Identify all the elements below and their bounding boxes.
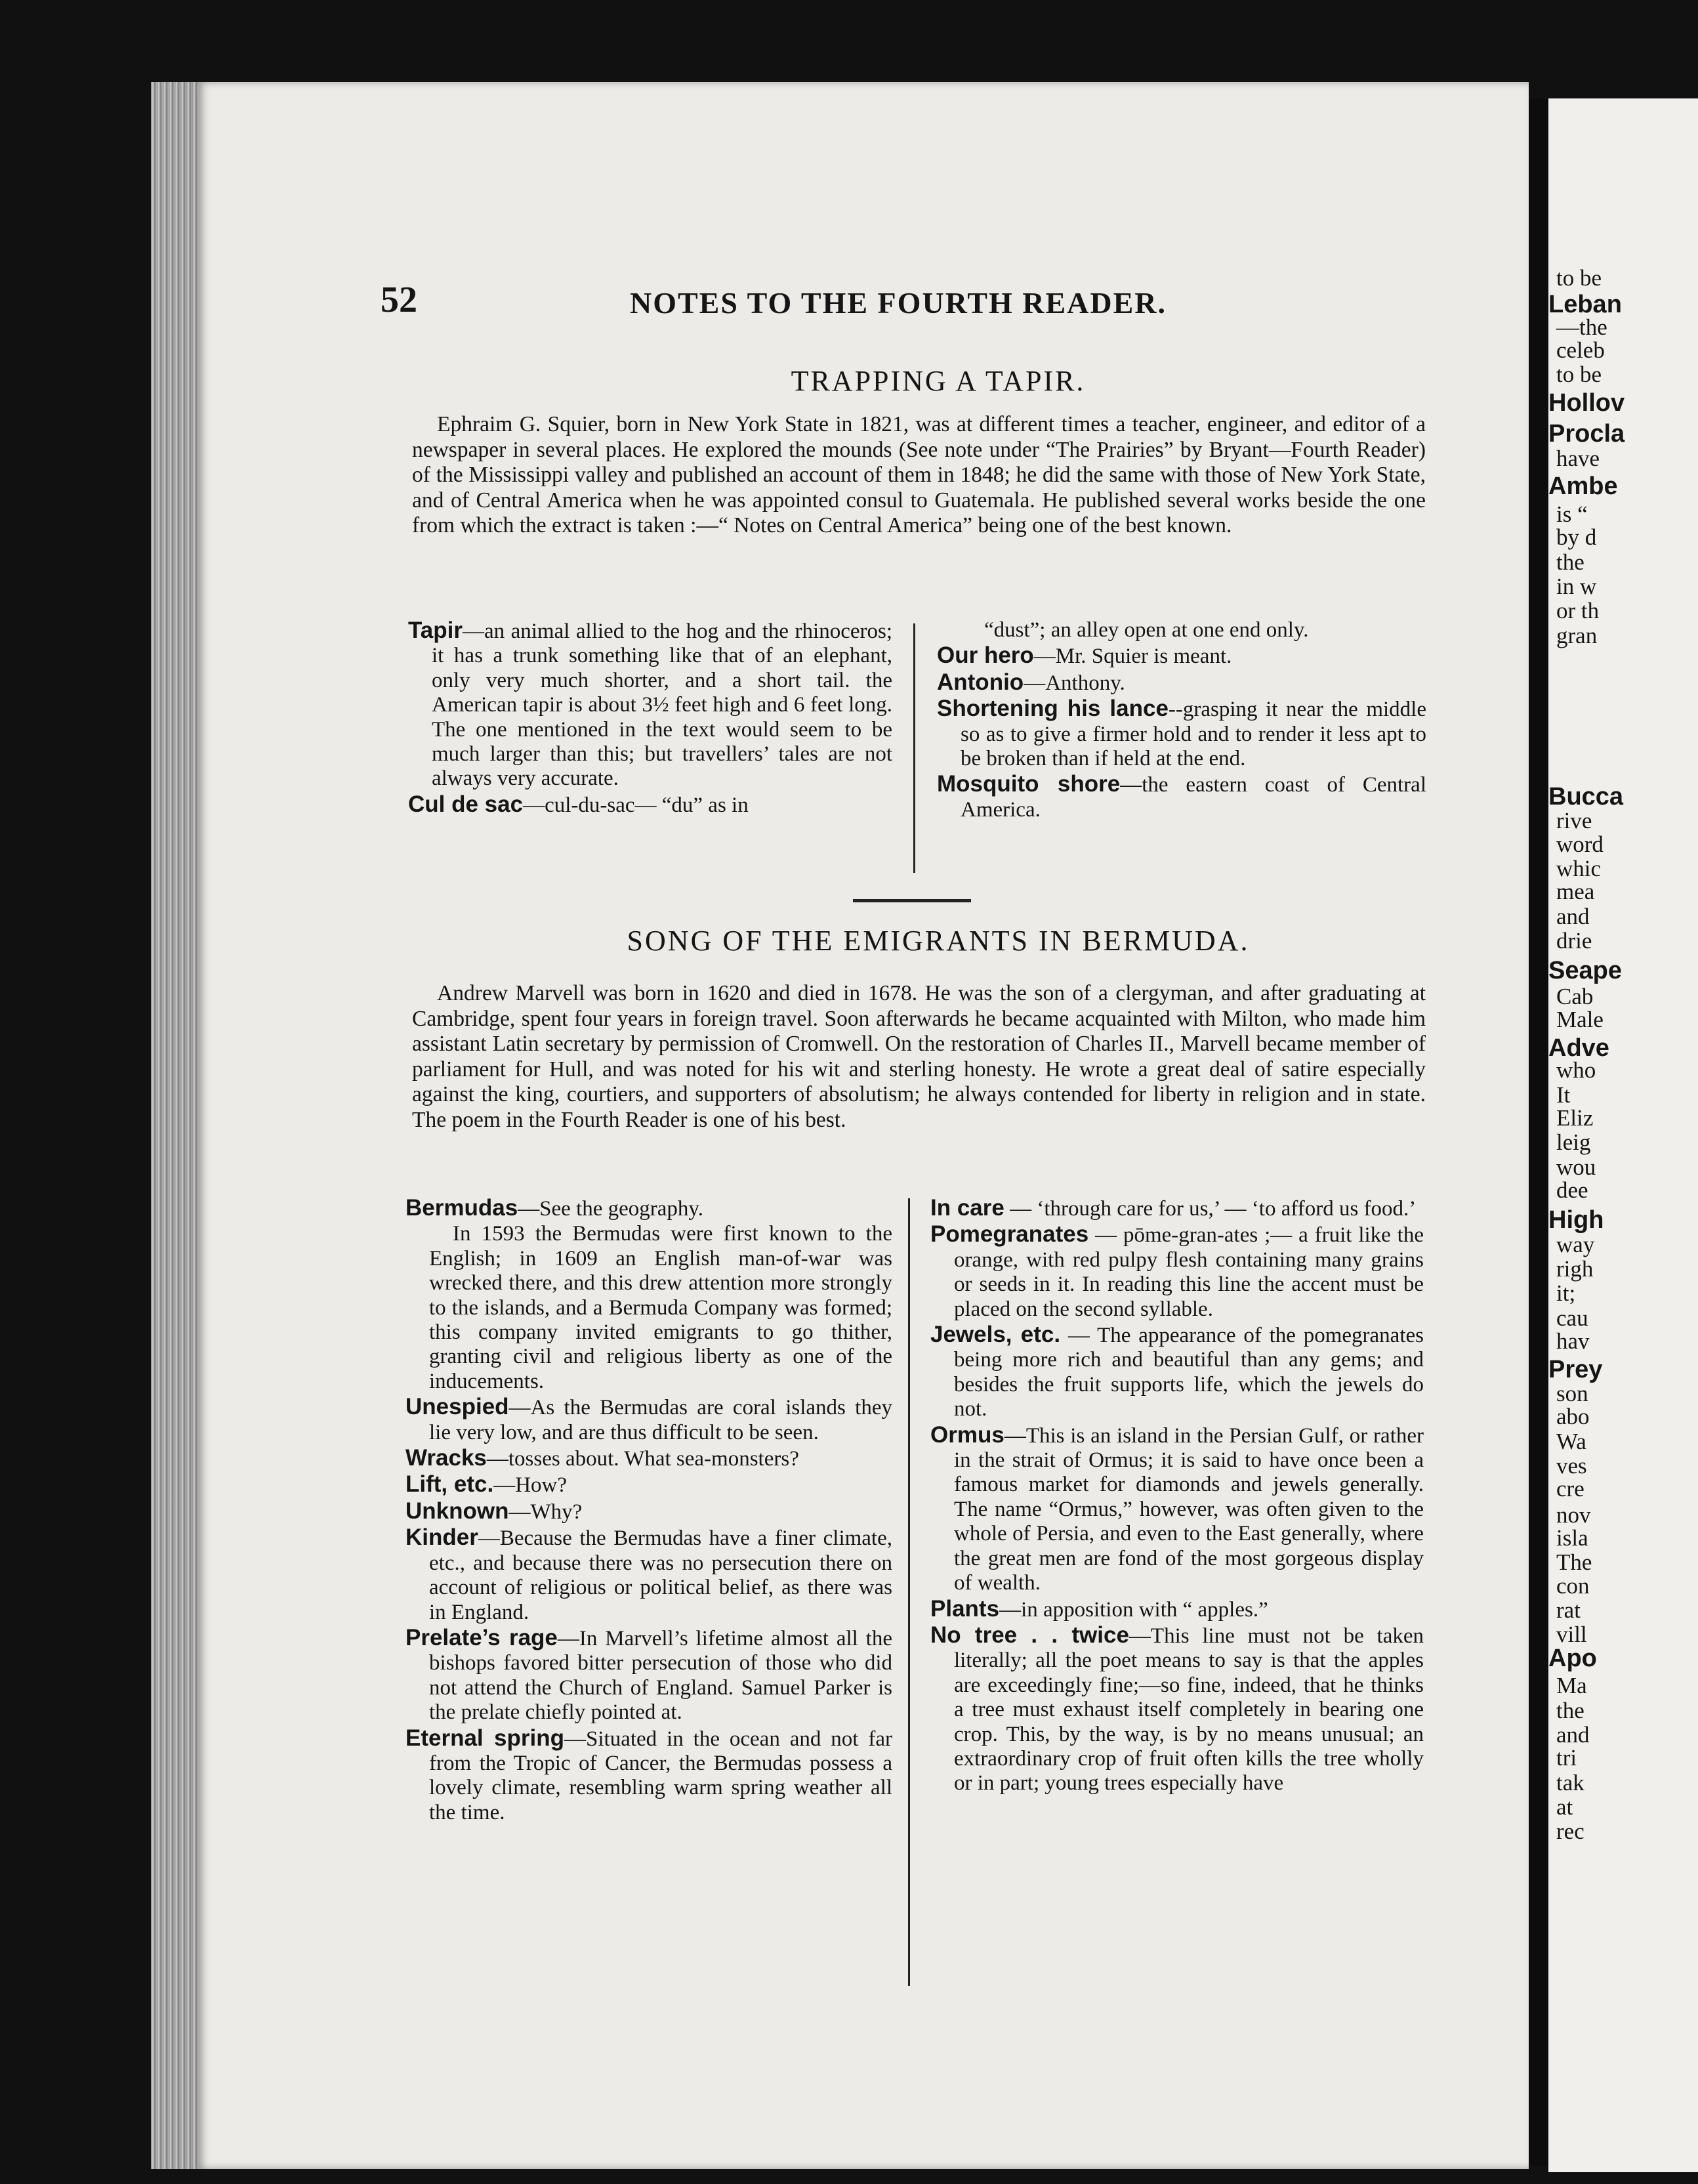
- right-page-text-fragment: The: [1556, 1549, 1592, 1575]
- right-page-text-fragment: and: [1556, 1722, 1590, 1748]
- right-page-text-fragment: High: [1548, 1206, 1604, 1234]
- right-page-text-fragment: Eliz: [1556, 1105, 1594, 1131]
- right-page-text-fragment: have: [1556, 446, 1600, 471]
- right-page-text-fragment: whic: [1556, 856, 1602, 881]
- right-page-text-fragment: it;: [1556, 1280, 1576, 1306]
- note-definition: —the eastern coast of Central America.: [961, 773, 1426, 822]
- note-entry: [405, 1196, 892, 1221]
- note-term: Tapir: [408, 618, 463, 643]
- right-page-text-fragment: rec: [1556, 1818, 1584, 1844]
- right-page-text-fragment: by d: [1556, 524, 1597, 550]
- running-head: NOTES TO THE FOURTH READER.: [630, 286, 1167, 320]
- note-entry: [405, 1525, 892, 1625]
- right-page-text-fragment: or th: [1556, 598, 1600, 623]
- right-page-text-fragment: Hollov: [1548, 389, 1625, 417]
- note-term: In care: [930, 1195, 1004, 1221]
- note-entry: [930, 1322, 1424, 1422]
- note-entry: [405, 1726, 892, 1826]
- note-definition: “dust”; an alley open at one end only.: [984, 618, 1309, 642]
- note-definition: —This line must not be taken literally; all the poet means to say is that the apples are exceedingly fine;—so fine, indeed, that he thinks a tree must exhaust itself completely in bearing one crop. This, by the way, is by no means unusual; an extraordinary crop of fruit often kills the tree wholly or in part; young trees especially have: [954, 1624, 1424, 1796]
- note-term: Wracks: [405, 1445, 487, 1471]
- right-page-text-fragment: Adve: [1548, 1034, 1609, 1062]
- note-entry: [937, 772, 1426, 822]
- note-term: Prelate’s rage: [405, 1624, 558, 1650]
- right-page-text-fragment: who: [1556, 1057, 1596, 1083]
- note-entry: [405, 1626, 892, 1725]
- note-definition: --grasping it near the middle so as to give a firmer hold and to render it less apt to be broken than if held at the end.: [961, 698, 1426, 771]
- right-page-text-fragment: Wa: [1556, 1429, 1586, 1454]
- note-definition: —This is an island in the Persian Gulf, or rather in the strait of Ormus; it is said to have once been a famous market for diamonds and jewels generally. The name “Ormus,” however, was often given to the whole of Persia, and even to the East generally, where the great men are fond of the most gorgeous display of wealth.: [954, 1423, 1424, 1595]
- right-page-text-fragment: tri: [1556, 1745, 1577, 1771]
- note-term: Pomegranates: [930, 1221, 1089, 1248]
- note-entry: [405, 1472, 892, 1498]
- right-page-text-fragment: abo: [1556, 1404, 1590, 1429]
- right-page-text-fragment: isla: [1556, 1525, 1588, 1551]
- notes-column-right-tapir: [937, 618, 1426, 823]
- right-page-text-fragment: Male: [1556, 1007, 1604, 1032]
- note-entry: [405, 1499, 892, 1524]
- note-term: Our hero: [937, 642, 1034, 669]
- intro-paragraph: Ephraim G. Squier, born in New York State in 1821, was at different times a teacher, engineer, and editor of a newspaper in several places. He explored the mounds (See note under “The Prairies” by Bryant—Fourth Reader) of the Mississippi valley and published an account of them in 1848; he did the same with those of New York State, and of Central America when he was appointed consul to Guatemala. He published several works beside the one from which the extract is taken :—“ Notes on Central America” being one of the best known.: [412, 412, 1426, 537]
- note-term: Ormus: [930, 1421, 1004, 1448]
- note-term: Kinder: [405, 1524, 478, 1551]
- notes-column-left-tapir: [408, 618, 892, 818]
- note-term: Bermudas: [405, 1195, 518, 1221]
- note-entry: [937, 618, 1426, 642]
- right-page-text-fragment: Seape: [1548, 957, 1622, 984]
- note-term: Mosquito shore: [937, 771, 1121, 797]
- note-term: Cul de sac: [408, 791, 524, 817]
- column-divider: [913, 623, 915, 873]
- note-definition: — The appearance of the pomegranates being more rich and beautiful than any gems; and besides the fruit supports life, which the jewels do not.: [954, 1324, 1424, 1421]
- note-definition: —Mr. Squier is meant.: [1033, 644, 1232, 669]
- note-definition: —cul-du-sac— “du” as in: [523, 793, 749, 817]
- right-page-text-fragment: cau: [1556, 1305, 1588, 1331]
- note-entry: [930, 1597, 1424, 1622]
- note-entry: [405, 1222, 892, 1394]
- right-page-text-fragment: Prey: [1548, 1356, 1603, 1383]
- note-entry: [930, 1222, 1424, 1322]
- right-page-text-fragment: tak: [1556, 1770, 1584, 1796]
- note-term: Unknown: [405, 1498, 509, 1524]
- right-page-text-fragment: at: [1556, 1794, 1573, 1820]
- note-definition: —in apposition with “ apples.”: [999, 1597, 1268, 1622]
- note-definition: —Anthony.: [1024, 671, 1125, 695]
- right-page-text-fragment: and: [1556, 904, 1590, 929]
- right-page-text-fragment: Ambe: [1548, 472, 1618, 500]
- right-page-text-fragment: rive: [1556, 808, 1592, 833]
- section-title-bermuda: SONG OF THE EMIGRANTS IN BERMUDA.: [627, 925, 1250, 957]
- right-page-text-fragment: nov: [1556, 1502, 1591, 1528]
- note-entry: [408, 618, 892, 791]
- book-gutter: [1529, 98, 1548, 2166]
- right-page-text-fragment: in w: [1556, 574, 1597, 599]
- note-definition: —Situated in the ocean and not far from the Tropic of Cancer, the Bermudas possess a lovely climate, resembling warm spring weather all the time.: [429, 1727, 892, 1824]
- right-page-text-fragment: Bucca: [1548, 783, 1624, 810]
- note-term: Jewels, etc.: [930, 1322, 1061, 1348]
- right-page-text-fragment: Leban: [1548, 291, 1622, 318]
- right-page-text-fragment: the: [1556, 549, 1584, 575]
- right-page-text-fragment: Apo: [1548, 1645, 1597, 1672]
- note-definition: In 1593 the Bermudas were first known to the English; in 1609 an English man-of-war was wrecked there, and this drew attention more strongly to the islands, and a Bermuda Company was formed; this company invited emigrants to go thither, granting civil and religious liberty as one of the inducements.: [429, 1222, 892, 1393]
- notes-column-right-bermuda: [930, 1196, 1424, 1797]
- right-page-text-fragment: the: [1556, 1698, 1584, 1723]
- note-term: Antonio: [937, 669, 1024, 695]
- note-definition: —Why?: [508, 1500, 583, 1524]
- right-page-text-fragment: Ma: [1556, 1673, 1587, 1698]
- column-divider: [908, 1198, 910, 1986]
- note-entry: [937, 670, 1426, 696]
- right-page-text-fragment: Procla: [1548, 420, 1625, 448]
- right-page-text-fragment: to be: [1556, 362, 1602, 387]
- note-definition: —How?: [493, 1473, 567, 1498]
- right-page-text-fragment: gran: [1556, 623, 1598, 648]
- note-definition: —As the Bermudas are coral islands they lie very low, and are thus difficult to be seen.: [429, 1396, 892, 1444]
- right-page-text-fragment: Cab: [1556, 984, 1594, 1009]
- right-page-text-fragment: drie: [1556, 928, 1592, 954]
- note-entry: [930, 1623, 1424, 1796]
- right-page-text-fragment: mea: [1556, 879, 1595, 904]
- right-page-text-fragment: celeb: [1556, 337, 1605, 363]
- section-intro-bermuda: [412, 981, 1426, 1133]
- right-page-text-fragment: son: [1556, 1381, 1588, 1406]
- note-term: No tree . . twice: [930, 1622, 1129, 1648]
- section-divider: [853, 899, 971, 902]
- right-page-text-fragment: wou: [1556, 1154, 1596, 1180]
- page-number: 52: [381, 280, 417, 320]
- note-definition: —Because the Bermudas have a finer climate, etc., and because there was no persecution there on account of religious or political belief, as there was in England.: [429, 1526, 892, 1624]
- right-page-text-fragment: cre: [1556, 1476, 1584, 1502]
- right-page-text-fragment: way: [1556, 1232, 1595, 1257]
- right-page-text-fragment: It: [1556, 1082, 1571, 1108]
- right-page-text-fragment: dee: [1556, 1177, 1588, 1203]
- right-page-text-fragment: rat: [1556, 1597, 1581, 1623]
- note-entry: [405, 1446, 892, 1471]
- notes-column-left-bermuda: [405, 1196, 892, 1826]
- note-definition: —an animal allied to the hog and the rhinoceros; it has a trunk something like that of an elephant, only very much shorter, and a short tail. the American tapir is about 3½ feet high and 6 feet long. The one mentioned in the text would seem to be much larger than this; but travellers’ tales are not always very accurate.: [432, 620, 892, 791]
- right-page-fragment: [1548, 98, 1698, 2172]
- note-entry: [930, 1423, 1424, 1596]
- note-entry: [405, 1395, 892, 1445]
- note-definition: —See the geography.: [518, 1197, 704, 1221]
- note-entry: [937, 696, 1426, 771]
- section-title-tapir: TRAPPING A TAPIR.: [791, 365, 1086, 397]
- right-page-text-fragment: to be: [1556, 265, 1602, 291]
- right-page-text-fragment: leig: [1556, 1129, 1591, 1155]
- note-definition: —In Marvell’s lifetime almost all the bishops favored bitter persecution of those who did not attend the Church of England. Samuel Parker is the prelate chiefly pointed at.: [429, 1626, 892, 1725]
- note-definition: — pōme-gran-ates ;— a fruit like the orange, with red pulpy flesh containing many grains or seeds in it. In reading this line the accent must be placed on the second syllable.: [954, 1223, 1424, 1321]
- book-page-edges: [151, 82, 203, 2169]
- note-definition: — ‘through care for us,’ — ‘to afford us food.’: [1004, 1197, 1417, 1221]
- right-page-text-fragment: word: [1556, 831, 1604, 857]
- section-intro-tapir: [412, 412, 1426, 539]
- note-term: Lift, etc.: [405, 1471, 494, 1498]
- intro-paragraph: Andrew Marvell was born in 1620 and died in 1678. He was the son of a clergyman, and after graduating at Cambridge, spent four years in foreign travel. Soon afterwards he became acquainted with Milton, who made him assistant Latin secretary by permission of Cromwell. On the restoration of Charles II., Marvell became member of parliament for Hull, and was noted for his wit and sterling honesty. He wrote a great deal of satire especially against the king, courtiers, and supporters of absolutism; he always contended for liberty in religion and in state. The poem in the Fourth Reader is one of his best.: [412, 981, 1426, 1132]
- note-entry: [937, 643, 1426, 669]
- right-page-text-fragment: is “: [1556, 501, 1588, 527]
- note-term: Shortening his lance: [937, 696, 1169, 722]
- note-entry: [408, 792, 892, 818]
- right-page-text-fragment: hav: [1556, 1328, 1590, 1354]
- note-term: Eternal spring: [405, 1725, 564, 1751]
- note-term: Plants: [930, 1595, 1000, 1622]
- right-page-text-fragment: ves: [1556, 1453, 1587, 1479]
- note-entry: [930, 1196, 1424, 1221]
- right-page-text-fragment: con: [1556, 1573, 1590, 1599]
- note-definition: —tosses about. What sea-monsters?: [486, 1447, 799, 1471]
- right-page-text-fragment: vill: [1556, 1622, 1587, 1647]
- right-page-text-fragment: —the: [1556, 314, 1607, 340]
- note-term: Unespied: [405, 1394, 509, 1420]
- right-page-text-fragment: righ: [1556, 1256, 1594, 1282]
